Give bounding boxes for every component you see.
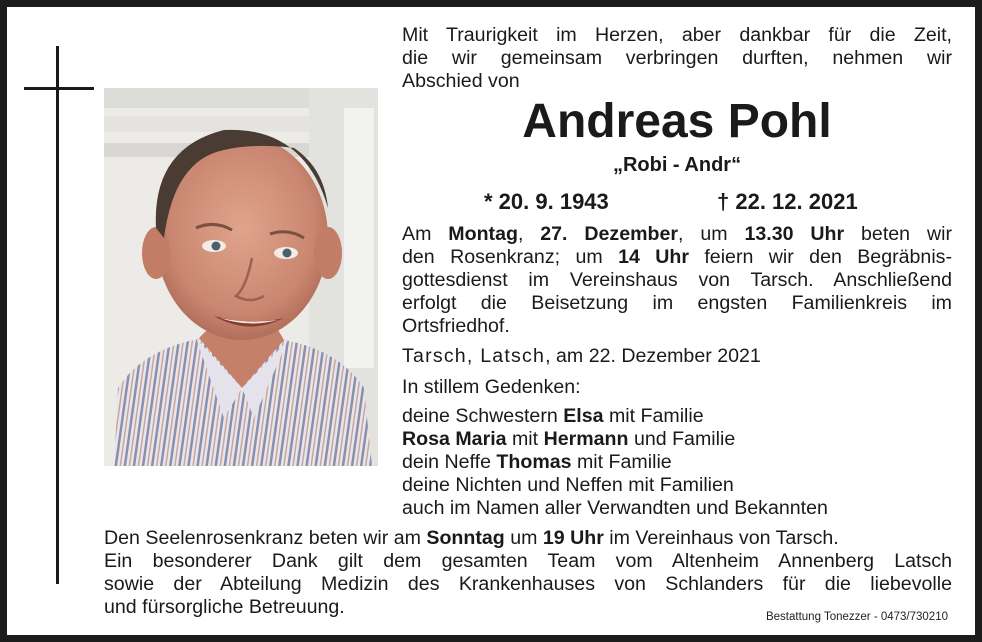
- ceremony-line-2: den Rosenkranz; um 14 Uhr feiern wir den Begräbnis-: [402, 246, 952, 268]
- birth-date: * 20. 9. 1943: [484, 189, 609, 214]
- place-date: Tarsch, Latsch, am 22. Dezember 2021: [402, 345, 761, 367]
- deceased-name: Andreas Pohl: [522, 95, 832, 148]
- closing-line-4: und fürsorgliche Betreuung.: [104, 596, 345, 618]
- deceased-nickname: „Robi - Andr“: [612, 154, 742, 176]
- cross-icon: [56, 46, 59, 584]
- closing-line-3: sowie der Abteilung Medizin des Krankenhauses von Schlanders für die liebevolle: [104, 573, 952, 595]
- closing-line-2: Ein besonderer Dank gilt dem gesamten Team vom Altenheim Annenberg Latsch: [104, 550, 952, 572]
- intro-line-1: Mit Traurigkeit im Herzen, aber dankbar für die Zeit,: [402, 24, 952, 46]
- intro-line-2: die wir gemeinsam verbringen durften, nehmen wir: [402, 47, 952, 69]
- funeral-home-credit: Bestattung Tonezzer - 0473/730210: [765, 611, 948, 623]
- portrait-photo: [104, 88, 378, 466]
- mourner-line-3: dein Neffe Thomas mit Familie: [402, 451, 672, 473]
- mourner-line-5: auch im Namen aller Verwandten und Bekannten: [402, 497, 828, 519]
- closing-line-1: Den Seelenrosenkranz beten wir am Sonntag um 19 Uhr im Vereinhaus von Tarsch.: [104, 527, 839, 549]
- ceremony-line-1: Am Montag, 27. Dezember, um 13.30 Uhr beten wir: [402, 223, 952, 245]
- mourner-line-4: deine Nichten und Neffen mit Familien: [402, 474, 734, 496]
- mourner-line-1: deine Schwestern Elsa mit Familie: [402, 405, 704, 427]
- ceremony-line-4: erfolgt die Beisetzung im engsten Familienkreis im: [402, 292, 952, 314]
- intro-line-3: Abschied von: [402, 70, 520, 92]
- mourner-line-2: Rosa Maria mit Hermann und Familie: [402, 428, 736, 450]
- death-date: † 22. 12. 2021: [717, 189, 858, 214]
- memory-heading: In stillem Gedenken:: [402, 376, 581, 398]
- ceremony-line-5: Ortsfriedhof.: [402, 315, 510, 337]
- ceremony-line-3: gottesdienst im Vereinshaus von Tarsch. Anschließend: [402, 269, 952, 291]
- cross-bar: [24, 87, 94, 90]
